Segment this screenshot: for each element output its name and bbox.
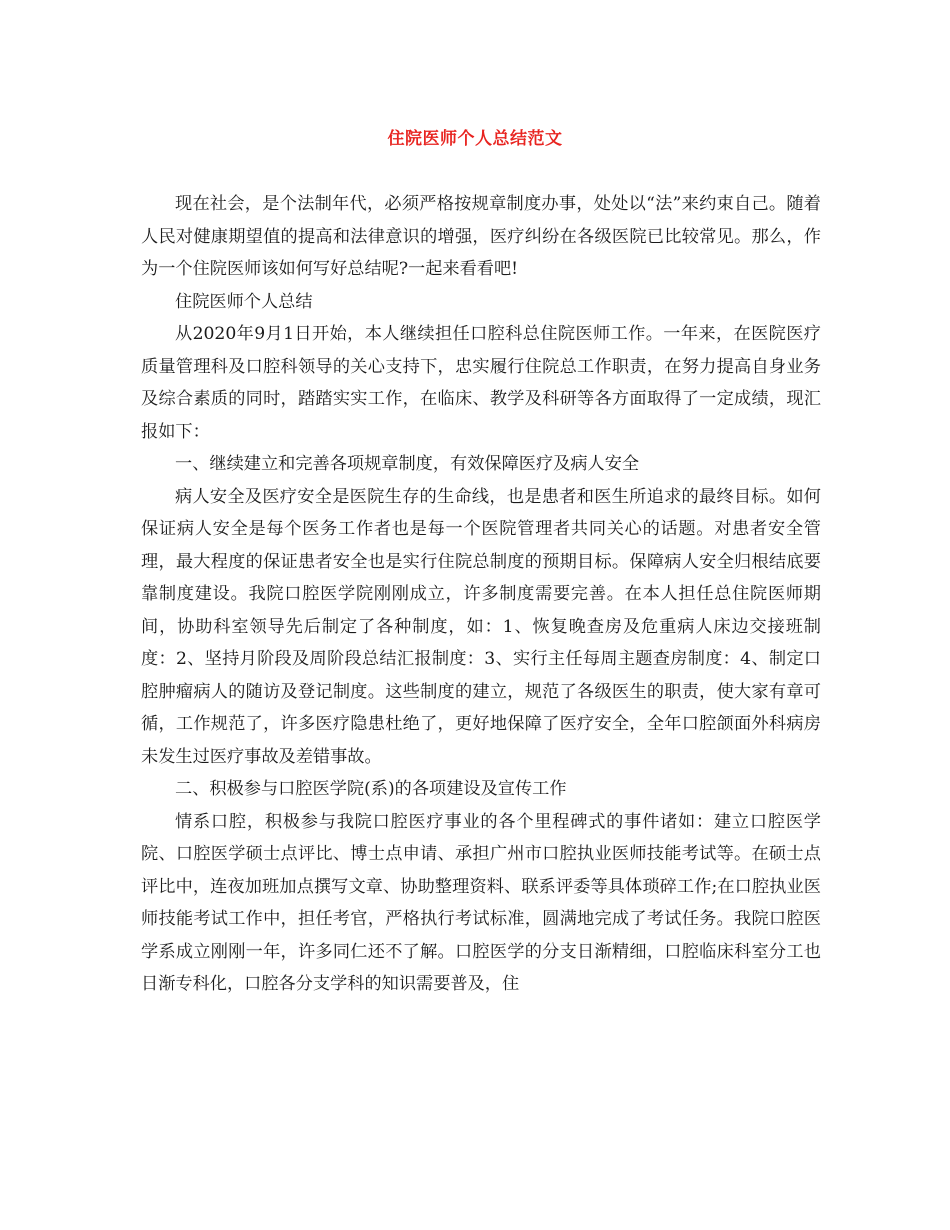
section-two-heading: 二、积极参与口腔医学院(系)的各项建设及宣传工作: [175, 779, 567, 799]
section-two-paragraph: 情系口腔，积极参与我院口腔医疗事业的各个里程碑式的事件诸如：建立口腔医学院、口腔医学硕士点评比、博士点申请、承担广州市口腔执业医师技能考试等。在硕士点评比中，连夜加班加点撰写文章、协助整理资料、联系评委等具体琐碎工作;在口腔执业医师技能考试工作中，担任考官，严格执行考试标准，圆满地完成了考试任务。我院口腔医学系成立刚刚一年，许多同仁还不了解。口腔医学的分支日渐精细，口腔临床科室分工也日渐专科化，口腔各分支学科的知识需要普及，住: [141, 811, 821, 994]
document-body: [141, 188, 821, 1001]
summary-paragraph: 从2020年9月1日开始，本人继续担任口腔科总住院医师工作。一年来，在医院医疗质量管理科及口腔科领导的关心支持下，忠实履行住院总工作职责，在努力提高自身业务及综合素质的同时，踏踏实实工作，在临床、教学及科研等各方面取得了一定成绩，现汇报如下：: [141, 324, 821, 442]
section-heading: 住院医师个人总结: [175, 291, 313, 312]
intro-paragraph: 现在社会，是个法制年代，必须严格按规章制度办事，处处以“法”来约束自己。随着人民对健康期望值的提高和法律意识的增强，医疗纠纷在各级医院已比较常见。那么，作为一个住院医师该如何写好总结呢?一起来看看吧!: [141, 194, 821, 279]
section-one-heading: 一、继续建立和完善各项规章制度，有效保障医疗及病人安全: [175, 454, 640, 474]
section-one-paragraph: 病人安全及医疗安全是医院生存的生命线，也是患者和医生所追求的最终目标。如何保证病人安全是每个医务工作者也是每一个医院管理者共同关心的话题。对患者安全管理，最大程度的保证患者安全也是实行住院总制度的预期目标。保障病人安全归根结底要靠制度建设。我院口腔医学院刚刚成立，许多制度需要完善。在本人担任总住院医师期间，协助科室领导先后制定了各种制度，如：1、恢复晚查房及危重病人床边交接班制度：2、坚持月阶段及周阶段总结汇报制度：3、实行主任每周主题查房制度：4、制定口腔肿瘤病人的随访及登记制度。这些制度的建立，规范了各级医生的职责，使大家有章可循，工作规范了，许多医疗隐患杜绝了，更好地保障了医疗安全，全年口腔颌面外科病房未发生过医疗事故及差错事故。: [141, 486, 821, 767]
document-title: 住院医师个人总结范文: [387, 129, 563, 149]
